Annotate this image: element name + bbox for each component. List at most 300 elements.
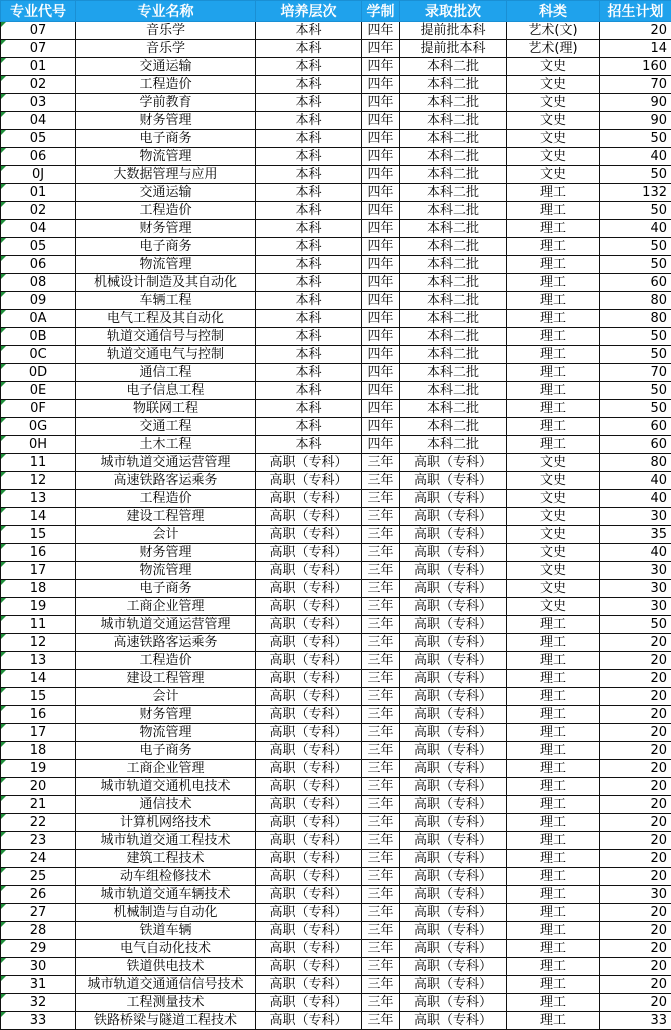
cell-plan: 60 [600, 436, 671, 454]
cell-name: 铁道供电技术 [76, 958, 256, 976]
cell-plan: 40 [600, 472, 671, 490]
cell-name: 建设工程管理 [76, 670, 256, 688]
cell-level: 高职（专科） [256, 832, 362, 850]
cell-batch: 本科二批 [400, 76, 507, 94]
cell-duration: 三年 [362, 832, 400, 850]
cell-batch: 高职（专科） [400, 508, 507, 526]
cell-code: 0J [1, 166, 76, 184]
cell-name: 通信技术 [76, 796, 256, 814]
cell-code: 03 [1, 94, 76, 112]
table-row [1, 958, 671, 976]
cell-plan: 80 [600, 310, 671, 328]
cell-name: 电子商务 [76, 238, 256, 256]
cell-code: 04 [1, 112, 76, 130]
table-row [1, 220, 671, 238]
cell-level: 高职（专科） [256, 580, 362, 598]
cell-batch: 本科二批 [400, 184, 507, 202]
cell-code: 19 [1, 598, 76, 616]
cell-duration: 四年 [362, 292, 400, 310]
table-row [1, 850, 671, 868]
cell-batch: 本科二批 [400, 364, 507, 382]
cell-duration: 四年 [362, 148, 400, 166]
cell-code: 31 [1, 976, 76, 994]
cell-level: 高职（专科） [256, 472, 362, 490]
cell-batch: 高职（专科） [400, 742, 507, 760]
cell-category: 理工 [507, 922, 600, 940]
cell-category: 理工 [507, 886, 600, 904]
cell-code: 0B [1, 328, 76, 346]
cell-plan: 20 [600, 22, 671, 40]
cell-batch: 本科二批 [400, 58, 507, 76]
cell-category: 文史 [507, 562, 600, 580]
table-row [1, 526, 671, 544]
cell-code: 21 [1, 796, 76, 814]
cell-batch: 本科二批 [400, 256, 507, 274]
cell-name: 财务管理 [76, 706, 256, 724]
cell-level: 高职（专科） [256, 616, 362, 634]
table-row [1, 382, 671, 400]
cell-name: 物流管理 [76, 562, 256, 580]
cell-category: 理工 [507, 328, 600, 346]
header-name: 专业名称 [76, 1, 256, 22]
cell-category: 理工 [507, 814, 600, 832]
cell-plan: 50 [600, 346, 671, 364]
cell-batch: 高职（专科） [400, 976, 507, 994]
cell-batch: 高职（专科） [400, 778, 507, 796]
cell-code: 15 [1, 526, 76, 544]
cell-level: 本科 [256, 256, 362, 274]
cell-level: 本科 [256, 274, 362, 292]
cell-name: 大数据管理与应用 [76, 166, 256, 184]
cell-level: 本科 [256, 112, 362, 130]
cell-category: 理工 [507, 310, 600, 328]
cell-code: 29 [1, 940, 76, 958]
cell-plan: 20 [600, 724, 671, 742]
cell-level: 本科 [256, 22, 362, 40]
cell-batch: 高职（专科） [400, 688, 507, 706]
cell-category: 理工 [507, 274, 600, 292]
cell-category: 理工 [507, 1012, 600, 1030]
cell-duration: 四年 [362, 184, 400, 202]
cell-plan: 20 [600, 670, 671, 688]
cell-duration: 三年 [362, 598, 400, 616]
cell-batch: 高职（专科） [400, 490, 507, 508]
table-row [1, 832, 671, 850]
cell-code: 22 [1, 814, 76, 832]
cell-batch: 高职（专科） [400, 616, 507, 634]
cell-level: 本科 [256, 364, 362, 382]
cell-name: 电子商务 [76, 130, 256, 148]
cell-category: 文史 [507, 130, 600, 148]
cell-category: 文史 [507, 490, 600, 508]
cell-name: 建筑工程技术 [76, 850, 256, 868]
cell-level: 本科 [256, 166, 362, 184]
table-row [1, 202, 671, 220]
cell-duration: 三年 [362, 670, 400, 688]
cell-code: 32 [1, 994, 76, 1012]
table-row [1, 778, 671, 796]
cell-level: 高职（专科） [256, 886, 362, 904]
cell-code: 0C [1, 346, 76, 364]
cell-name: 工程造价 [76, 652, 256, 670]
cell-name: 铁道车辆 [76, 922, 256, 940]
header-plan: 招生计划 [600, 1, 671, 22]
table-row [1, 670, 671, 688]
cell-code: 11 [1, 616, 76, 634]
cell-level: 高职（专科） [256, 526, 362, 544]
table-row [1, 94, 671, 112]
cell-category: 理工 [507, 292, 600, 310]
cell-batch: 本科二批 [400, 382, 507, 400]
cell-duration: 三年 [362, 850, 400, 868]
cell-name: 土木工程 [76, 436, 256, 454]
cell-category: 理工 [507, 904, 600, 922]
cell-name: 城市轨道交通运营管理 [76, 616, 256, 634]
cell-batch: 高职（专科） [400, 580, 507, 598]
cell-batch: 本科二批 [400, 310, 507, 328]
cell-duration: 三年 [362, 724, 400, 742]
cell-code: 06 [1, 256, 76, 274]
cell-duration: 三年 [362, 886, 400, 904]
cell-category: 文史 [507, 526, 600, 544]
cell-code: 14 [1, 670, 76, 688]
cell-level: 本科 [256, 310, 362, 328]
cell-plan: 60 [600, 418, 671, 436]
table-row [1, 472, 671, 490]
cell-code: 09 [1, 292, 76, 310]
cell-plan: 20 [600, 796, 671, 814]
cell-category: 理工 [507, 742, 600, 760]
cell-batch: 高职（专科） [400, 1012, 507, 1030]
cell-duration: 三年 [362, 814, 400, 832]
cell-batch: 高职（专科） [400, 724, 507, 742]
cell-batch: 高职（专科） [400, 670, 507, 688]
table-row [1, 184, 671, 202]
cell-level: 本科 [256, 130, 362, 148]
cell-code: 02 [1, 76, 76, 94]
table-row [1, 418, 671, 436]
cell-plan: 50 [600, 400, 671, 418]
cell-code: 08 [1, 274, 76, 292]
cell-category: 理工 [507, 760, 600, 778]
cell-name: 车辆工程 [76, 292, 256, 310]
cell-name: 工程造价 [76, 76, 256, 94]
table-row [1, 580, 671, 598]
cell-duration: 四年 [362, 76, 400, 94]
cell-duration: 四年 [362, 400, 400, 418]
cell-name: 工商企业管理 [76, 760, 256, 778]
cell-category: 理工 [507, 778, 600, 796]
cell-batch: 高职（专科） [400, 652, 507, 670]
cell-duration: 三年 [362, 616, 400, 634]
cell-code: 04 [1, 220, 76, 238]
cell-duration: 三年 [362, 562, 400, 580]
cell-level: 高职（专科） [256, 670, 362, 688]
cell-plan: 20 [600, 688, 671, 706]
cell-plan: 132 [600, 184, 671, 202]
cell-batch: 高职（专科） [400, 526, 507, 544]
cell-code: 24 [1, 850, 76, 868]
cell-level: 本科 [256, 292, 362, 310]
cell-plan: 70 [600, 76, 671, 94]
cell-plan: 50 [600, 382, 671, 400]
cell-batch: 本科二批 [400, 94, 507, 112]
table-row [1, 58, 671, 76]
cell-batch: 高职（专科） [400, 634, 507, 652]
cell-name: 城市轨道交通工程技术 [76, 832, 256, 850]
cell-level: 高职（专科） [256, 922, 362, 940]
cell-plan: 40 [600, 220, 671, 238]
cell-batch: 本科二批 [400, 220, 507, 238]
cell-code: 05 [1, 130, 76, 148]
cell-duration: 三年 [362, 706, 400, 724]
cell-level: 高职（专科） [256, 940, 362, 958]
cell-batch: 高职（专科） [400, 994, 507, 1012]
cell-category: 理工 [507, 688, 600, 706]
table-row [1, 130, 671, 148]
table-row [1, 652, 671, 670]
cell-plan: 14 [600, 40, 671, 58]
cell-level: 高职（专科） [256, 490, 362, 508]
cell-duration: 四年 [362, 112, 400, 130]
cell-plan: 50 [600, 166, 671, 184]
cell-category: 文史 [507, 454, 600, 472]
table-row [1, 112, 671, 130]
cell-batch: 高职（专科） [400, 562, 507, 580]
cell-category: 文史 [507, 94, 600, 112]
cell-duration: 四年 [362, 274, 400, 292]
table-row [1, 904, 671, 922]
table-row [1, 508, 671, 526]
cell-duration: 四年 [362, 22, 400, 40]
cell-category: 理工 [507, 346, 600, 364]
table-row [1, 814, 671, 832]
cell-code: 05 [1, 238, 76, 256]
table-row [1, 238, 671, 256]
cell-code: 14 [1, 508, 76, 526]
cell-code: 13 [1, 490, 76, 508]
cell-level: 高职（专科） [256, 544, 362, 562]
cell-level: 本科 [256, 184, 362, 202]
cell-code: 06 [1, 148, 76, 166]
cell-code: 27 [1, 904, 76, 922]
cell-plan: 90 [600, 94, 671, 112]
table-row [1, 544, 671, 562]
table-row [1, 256, 671, 274]
cell-duration: 三年 [362, 526, 400, 544]
table-row [1, 328, 671, 346]
cell-code: 01 [1, 58, 76, 76]
cell-level: 高职（专科） [256, 598, 362, 616]
cell-code: 0G [1, 418, 76, 436]
cell-plan: 35 [600, 526, 671, 544]
cell-plan: 50 [600, 238, 671, 256]
cell-plan: 20 [600, 814, 671, 832]
table-row [1, 706, 671, 724]
cell-category: 文史 [507, 544, 600, 562]
cell-name: 财务管理 [76, 220, 256, 238]
cell-duration: 三年 [362, 652, 400, 670]
cell-category: 理工 [507, 400, 600, 418]
cell-batch: 高职（专科） [400, 922, 507, 940]
cell-name: 铁路桥梁与隧道工程技术 [76, 1012, 256, 1030]
cell-code: 0F [1, 400, 76, 418]
cell-name: 交通工程 [76, 418, 256, 436]
cell-level: 本科 [256, 94, 362, 112]
cell-plan: 50 [600, 202, 671, 220]
cell-name: 工程造价 [76, 490, 256, 508]
cell-name: 物流管理 [76, 148, 256, 166]
cell-category: 文史 [507, 148, 600, 166]
cell-plan: 20 [600, 652, 671, 670]
cell-level: 本科 [256, 148, 362, 166]
cell-code: 26 [1, 886, 76, 904]
table-row [1, 436, 671, 454]
cell-batch: 高职（专科） [400, 904, 507, 922]
cell-name: 工程造价 [76, 202, 256, 220]
cell-batch: 本科二批 [400, 274, 507, 292]
cell-level: 高职（专科） [256, 634, 362, 652]
cell-code: 0A [1, 310, 76, 328]
cell-code: 18 [1, 742, 76, 760]
cell-category: 文史 [507, 112, 600, 130]
cell-category: 理工 [507, 940, 600, 958]
cell-category: 理工 [507, 706, 600, 724]
cell-name: 工商企业管理 [76, 598, 256, 616]
cell-plan: 40 [600, 148, 671, 166]
table-row [1, 400, 671, 418]
cell-duration: 三年 [362, 940, 400, 958]
cell-category: 理工 [507, 652, 600, 670]
cell-duration: 三年 [362, 796, 400, 814]
cell-name: 城市轨道交通车辆技术 [76, 886, 256, 904]
cell-plan: 20 [600, 994, 671, 1012]
cell-batch: 高职（专科） [400, 850, 507, 868]
cell-name: 物流管理 [76, 256, 256, 274]
cell-batch: 本科二批 [400, 346, 507, 364]
table-row [1, 940, 671, 958]
cell-code: 20 [1, 778, 76, 796]
cell-category: 理工 [507, 832, 600, 850]
cell-plan: 20 [600, 742, 671, 760]
cell-code: 11 [1, 454, 76, 472]
cell-batch: 提前批本科 [400, 40, 507, 58]
cell-level: 本科 [256, 40, 362, 58]
table-row [1, 994, 671, 1012]
cell-category: 文史 [507, 166, 600, 184]
cell-code: 12 [1, 634, 76, 652]
table-row [1, 616, 671, 634]
cell-batch: 高职（专科） [400, 886, 507, 904]
cell-batch: 高职（专科） [400, 958, 507, 976]
cell-name: 物联网工程 [76, 400, 256, 418]
cell-batch: 高职（专科） [400, 814, 507, 832]
cell-name: 交通运输 [76, 184, 256, 202]
cell-level: 本科 [256, 238, 362, 256]
cell-batch: 本科二批 [400, 292, 507, 310]
cell-plan: 30 [600, 580, 671, 598]
table-row [1, 148, 671, 166]
cell-category: 理工 [507, 796, 600, 814]
cell-duration: 三年 [362, 634, 400, 652]
cell-duration: 三年 [362, 994, 400, 1012]
cell-category: 理工 [507, 436, 600, 454]
cell-duration: 三年 [362, 868, 400, 886]
cell-plan: 20 [600, 904, 671, 922]
cell-code: 17 [1, 562, 76, 580]
cell-level: 本科 [256, 418, 362, 436]
cell-plan: 160 [600, 58, 671, 76]
cell-duration: 四年 [362, 220, 400, 238]
cell-plan: 20 [600, 778, 671, 796]
cell-name: 城市轨道交通机电技术 [76, 778, 256, 796]
cell-batch: 高职（专科） [400, 796, 507, 814]
cell-duration: 四年 [362, 364, 400, 382]
cell-plan: 70 [600, 364, 671, 382]
table-row [1, 40, 671, 58]
cell-batch: 高职（专科） [400, 940, 507, 958]
cell-duration: 四年 [362, 202, 400, 220]
cell-category: 艺术(理) [507, 40, 600, 58]
table-row [1, 976, 671, 994]
cell-name: 高速铁路客运乘务 [76, 472, 256, 490]
cell-batch: 高职（专科） [400, 706, 507, 724]
cell-plan: 60 [600, 274, 671, 292]
cell-level: 高职（专科） [256, 760, 362, 778]
cell-name: 交通运输 [76, 58, 256, 76]
cell-category: 理工 [507, 418, 600, 436]
cell-duration: 四年 [362, 166, 400, 184]
cell-duration: 四年 [362, 436, 400, 454]
cell-batch: 高职（专科） [400, 760, 507, 778]
table-row [1, 868, 671, 886]
cell-code: 07 [1, 22, 76, 40]
cell-code: 12 [1, 472, 76, 490]
cell-name: 机械设计制造及其自动化 [76, 274, 256, 292]
cell-duration: 四年 [362, 256, 400, 274]
cell-category: 理工 [507, 382, 600, 400]
table-row [1, 274, 671, 292]
cell-level: 高职（专科） [256, 778, 362, 796]
cell-level: 高职（专科） [256, 976, 362, 994]
cell-duration: 四年 [362, 94, 400, 112]
table-header [1, 1, 671, 22]
cell-code: 19 [1, 760, 76, 778]
cell-duration: 四年 [362, 238, 400, 256]
table-row [1, 364, 671, 382]
cell-duration: 三年 [362, 544, 400, 562]
table-row [1, 454, 671, 472]
cell-duration: 三年 [362, 1012, 400, 1030]
cell-category: 理工 [507, 958, 600, 976]
cell-code: 18 [1, 580, 76, 598]
cell-name: 音乐学 [76, 22, 256, 40]
cell-level: 高职（专科） [256, 742, 362, 760]
cell-duration: 三年 [362, 904, 400, 922]
cell-batch: 本科二批 [400, 418, 507, 436]
table-row [1, 22, 671, 40]
cell-batch: 本科二批 [400, 202, 507, 220]
cell-name: 机械制造与自动化 [76, 904, 256, 922]
cell-batch: 高职（专科） [400, 598, 507, 616]
cell-plan: 33 [600, 1012, 671, 1030]
cell-code: 28 [1, 922, 76, 940]
cell-category: 文史 [507, 76, 600, 94]
cell-category: 理工 [507, 364, 600, 382]
table-row [1, 76, 671, 94]
table-row [1, 490, 671, 508]
header-duration: 学制 [362, 1, 400, 22]
